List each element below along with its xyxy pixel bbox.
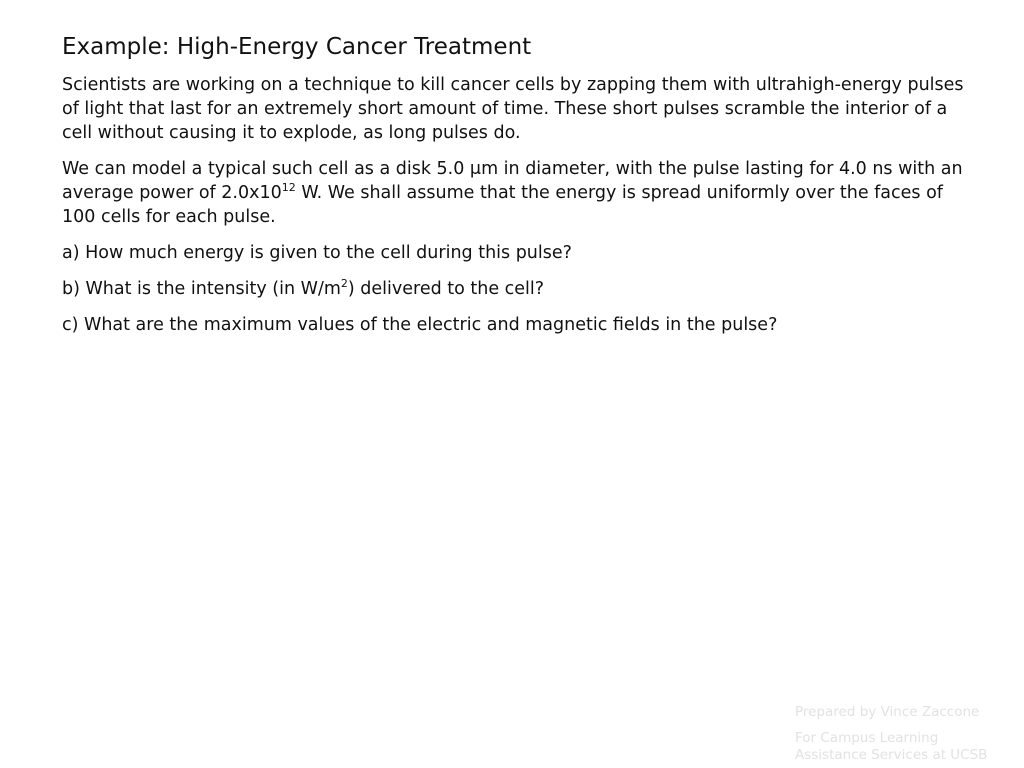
question-c: c) What are the maximum values of the electric and magnetic fields in the pulse?	[62, 315, 778, 335]
question-a: a) How much energy is given to the cell during this pulse?	[62, 243, 572, 263]
slide-title: Example: High-Energy Cancer Treatment	[62, 34, 532, 60]
question-b	[62, 277, 967, 301]
power-exponent: 12	[281, 181, 296, 194]
question-b-text: b) What is the intensity (in W/m	[62, 279, 341, 299]
unit-exponent: 2	[340, 277, 348, 290]
slide-body	[62, 73, 967, 349]
model-paragraph-text-cont: W. We shall assume that the energy is spread uniformly over the faces of 100 cells for each pulse.	[62, 183, 943, 227]
model-paragraph-text: We can model a typical such cell as a disk 5.0 μm in diameter, with the pulse lasting for 4.0 ns with an average power of 2.0x10	[62, 159, 963, 203]
footer-organization: For Campus Learning Assistance Services at UCSB	[795, 730, 988, 763]
intro-paragraph: Scientists are working on a technique to kill cancer cells by zapping them with ultrahigh-energy pulses of light that last for an extremely short amount of time. These short pulses scramble the interior of a cell without causing it to explode, as long pulses do.	[62, 75, 964, 143]
footer-author: Prepared by Vince Zaccone	[795, 704, 980, 720]
question-b-text-cont: ) delivered to the cell?	[347, 279, 545, 299]
model-paragraph	[62, 157, 967, 229]
